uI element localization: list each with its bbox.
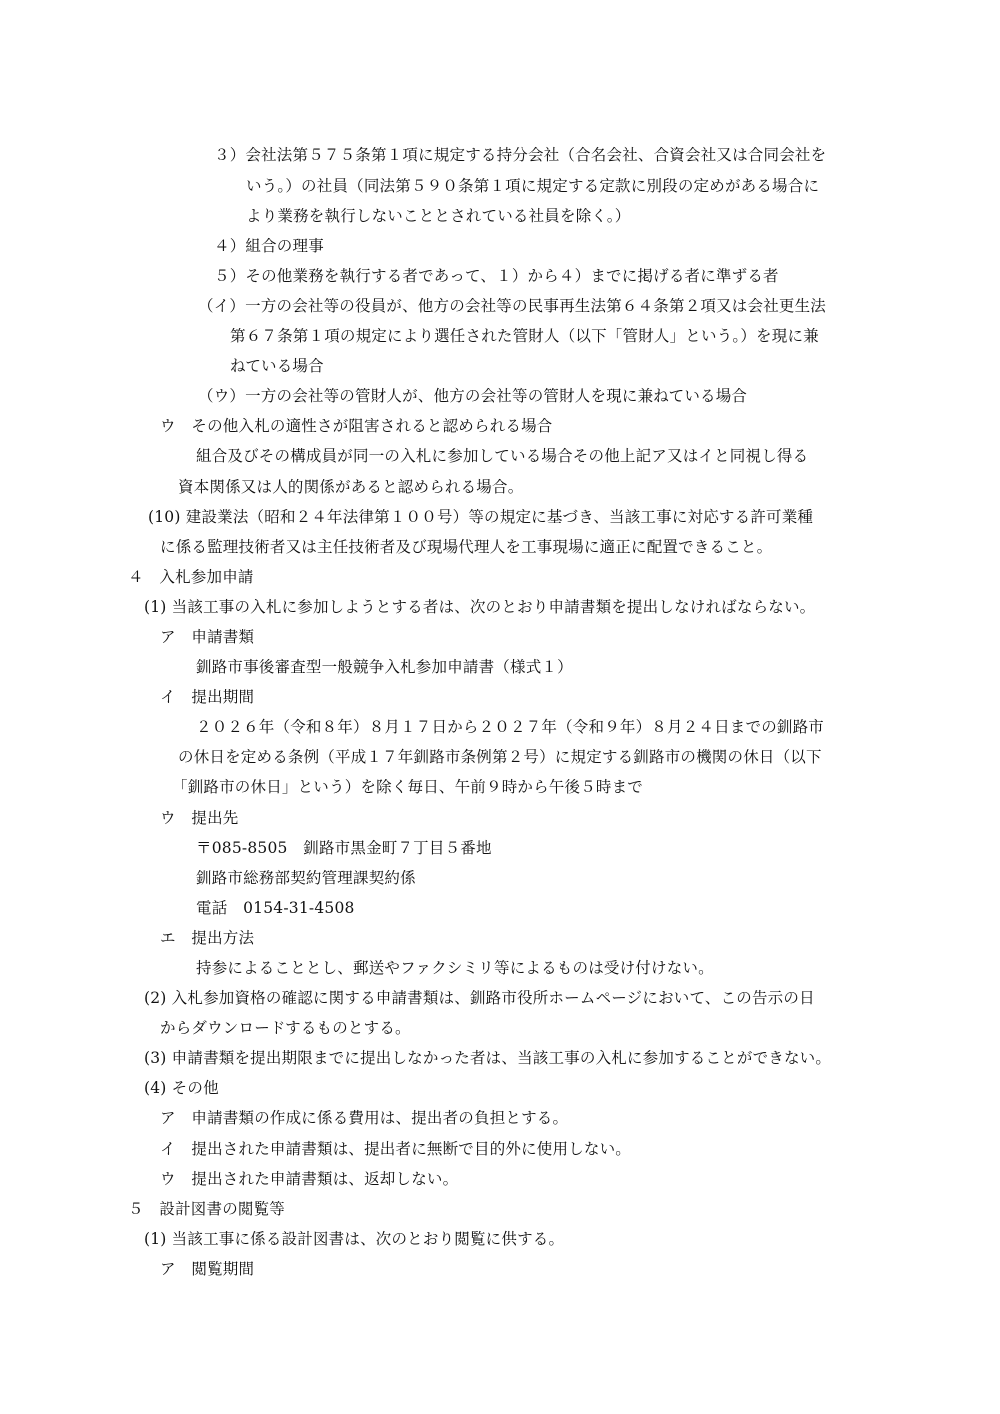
text-line: ア 申請書類 <box>160 628 255 646</box>
text-line: (4) その他 <box>144 1079 219 1097</box>
text-line: ウ その他入札の適性さが阻害されると認められる場合 <box>160 417 553 435</box>
text-line: (1) 当該工事に係る設計図書は、次のとおり閲覧に供する。 <box>144 1230 565 1248</box>
text-line: ア 閲覧期間 <box>160 1260 255 1278</box>
text-line: いう。）の社員（同法第５９０条第１項に規定する定款に別段の定めがある場合に <box>246 177 820 195</box>
text-line: 〒085-8505 釧路市黒金町７丁目５番地 <box>196 839 492 857</box>
text-line: (10) 建設業法（昭和２４年法律第１００号）等の規定に基づき、当該工事に対応する許可業種 <box>148 508 814 526</box>
text-line: イ 提出期間 <box>160 688 255 706</box>
text-line: ４）組合の理事 <box>214 237 324 255</box>
text-line: の休日を定める条例（平成１７年釧路市条例第２号）に規定する釧路市の機関の休日（以下 <box>178 748 822 766</box>
text-line: ５）その他業務を執行する者であって、１）から４）までに掲げる者に準ずる者 <box>214 267 779 285</box>
text-line: ねている場合 <box>230 357 324 375</box>
text-line: エ 提出方法 <box>160 929 255 947</box>
text-line: ２０２６年（令和８年）８月１７日から２０２７年（令和９年）８月２４日までの釧路市 <box>196 718 825 736</box>
text-line: より業務を執行しないこととされている社員を除く。） <box>246 207 631 225</box>
text-line: に係る監理技術者又は主任技術者及び現場代理人を工事現場に適正に配置できること。 <box>160 538 773 556</box>
section-heading: ４ 入札参加申請 <box>128 568 254 586</box>
text-line: イ 提出された申請書類は、提出者に無断で目的外に使用しない。 <box>160 1140 632 1158</box>
section-heading: ５ 設計図書の閲覧等 <box>128 1200 286 1218</box>
text-line: (2) 入札参加資格の確認に関する申請書類は、釧路市役所ホームページにおいて、この告示の日 <box>144 989 815 1007</box>
text-line: 組合及びその構成員が同一の入札に参加している場合その他上記ア又はイと同視し得る <box>196 447 809 465</box>
text-line: 釧路市事後審査型一般競争入札参加申請書（様式１） <box>196 658 573 676</box>
text-line: からダウンロードするものとする。 <box>160 1019 411 1037</box>
text-line: 資本関係又は人的関係があると認められる場合。 <box>178 478 524 496</box>
text-line: 「釧路市の休日」という）を除く毎日、午前９時から午後５時まで <box>172 778 644 796</box>
text-line: 電話 0154-31-4508 <box>196 899 355 917</box>
text-line: 持参によることとし、郵送やファクシミリ等によるものは受け付けない。 <box>196 959 714 977</box>
text-line: ア 申請書類の作成に係る費用は、提出者の負担とする。 <box>160 1109 569 1127</box>
text-line: ウ 提出先 <box>160 809 239 827</box>
text-line: ウ 提出された申請書類は、返却しない。 <box>160 1170 459 1188</box>
text-line: （イ）一方の会社等の役員が、他方の会社等の民事再生法第６４条第２項又は会社更生法 <box>198 297 827 315</box>
text-line: (3) 申請書類を提出期限までに提出しなかった者は、当該工事の入札に参加することができない。 <box>144 1049 832 1067</box>
text-line: （ウ）一方の会社等の管財人が、他方の会社等の管財人を現に兼ねている場合 <box>198 387 748 405</box>
text-line: 釧路市総務部契約管理課契約係 <box>196 869 416 887</box>
text-line: ３）会社法第５７５条第１項に規定する持分会社（合名会社、合資会社又は合同会社を <box>214 146 827 164</box>
text-line: 第６７条第１項の規定により選任された管財人（以下「管財人」という。）を現に兼 <box>230 327 819 345</box>
text-line: (1) 当該工事の入札に参加しようとする者は、次のとおり申請書類を提出しなければならない。 <box>144 598 816 616</box>
